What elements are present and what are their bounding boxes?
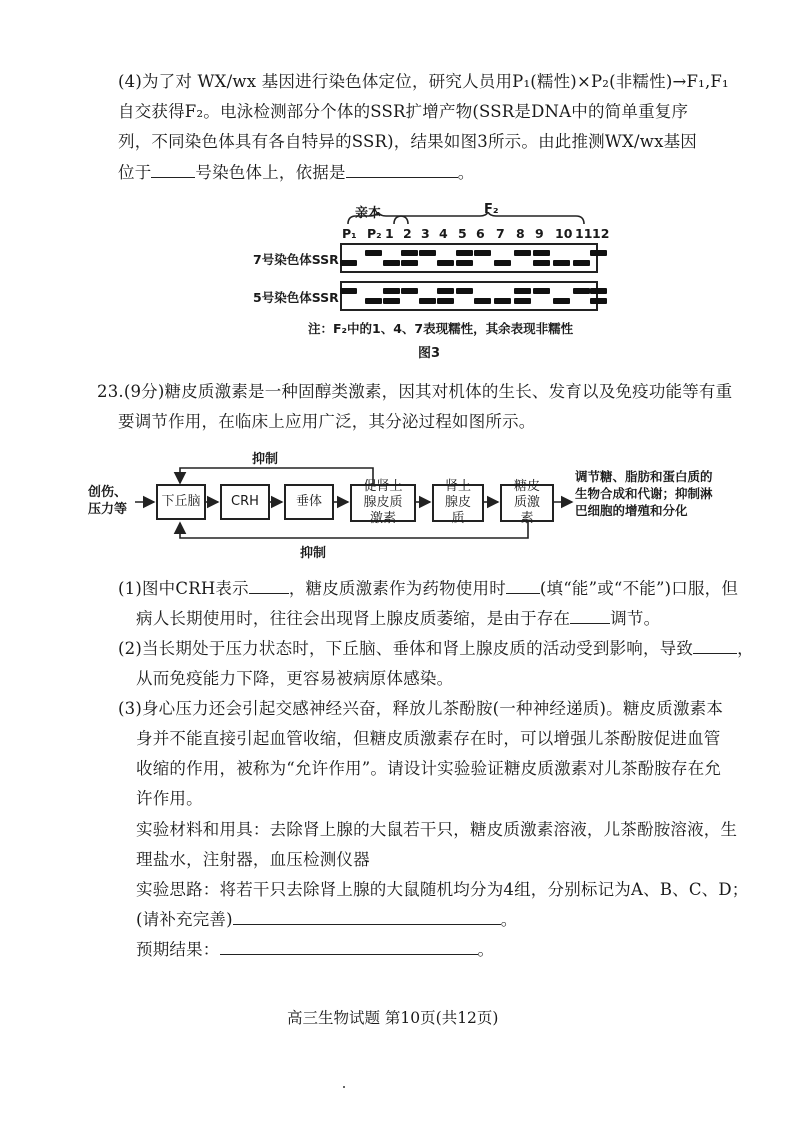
chr5-band-2-0 — [383, 288, 400, 294]
q23-2-a: (2)当长期处于压力状态时，下丘脑、垂体和肾上腺皮质的活动受到影响，导致 — [118, 639, 694, 658]
fig3-caption: 图3 — [418, 346, 441, 361]
answer-blank-stress[interactable] — [693, 637, 737, 654]
lane-label-12: 11 — [575, 226, 593, 241]
chr5-band-9-0 — [514, 288, 531, 294]
gel-row-chr7 — [340, 243, 598, 273]
gel-row-chr5 — [340, 281, 598, 311]
fig3-row2-label: 5号染色体SSR — [253, 290, 339, 305]
chr7-band-3-1 — [401, 260, 418, 266]
chr7-band-7-0 — [474, 250, 491, 256]
q23-3-line3: 收缩的作用，被称为“允许作用”。请设计实验验证糖皮质激素对儿茶酚胺存在允 — [136, 759, 722, 778]
q22-4-line1: (4)为了对 WX/wx 基因进行染色体定位，研究人员用P₁(糯性)×P₂(非糯性)→F₁,F₁ — [118, 72, 729, 91]
box-adrenal-cortex: 肾上腺皮质 — [432, 484, 484, 522]
chr5-band-11-0 — [553, 298, 570, 304]
result-a: 预期结果： — [136, 940, 220, 959]
diagram-output: 调节糖、脂肪和蛋白质的生物合成和代谢；抑制淋巴细胞的增殖和分化 — [575, 469, 713, 518]
chr5-band-10-0 — [533, 288, 550, 294]
chr5-band-9-1 — [514, 298, 531, 304]
chr7-band-0-0 — [340, 260, 357, 266]
q23-1-line2-b: 调节。 — [610, 609, 661, 628]
box-crh: CRH — [220, 484, 270, 520]
q23-3-line1: (3)身心压力还会引起交感神经兴奋，释放儿茶酚胺(一种神经递质)。糖皮质激素本 — [118, 699, 724, 718]
q22-4-line3: 列，不同染色体具有各自特异的SSR)，结果如图3所示。由此推测WX/wx基因 — [118, 132, 697, 151]
fig3-f2-label: F₂ — [484, 202, 499, 217]
chr5-band-12-0 — [573, 288, 590, 294]
idea-line1: 实验思路：将若干只去除肾上腺的大鼠随机均分为4组，分别标记为A、B、C、D； — [136, 880, 749, 899]
lane-label-10: 9 — [535, 226, 544, 241]
q22-4-line4 — [118, 161, 474, 185]
q23-1-b: ，糖皮质激素作为药物使用时 — [288, 579, 506, 598]
diagram-inhibit-top: 抑制 — [252, 452, 279, 467]
lane-label-2: 1 — [385, 226, 394, 241]
chr5-band-8-0 — [494, 298, 511, 304]
fig3-lane-labels — [340, 226, 610, 242]
q23-2-line1 — [118, 637, 754, 661]
q22-4-line2: 自交获得F₂。电泳检测部分个体的SSR扩增产物(SSR是DNA中的简单重复序 — [118, 102, 689, 121]
q23-1-c: (填“能”或“不能”)口服，但 — [539, 579, 739, 598]
lane-label-0: P₁ — [342, 226, 357, 241]
idea-line2-a: (请补充完善) — [136, 910, 233, 929]
lane-label-6: 5 — [458, 226, 467, 241]
chr5-band-3-0 — [401, 288, 418, 294]
chr7-band-6-0 — [456, 250, 473, 256]
lane-label-8: 7 — [496, 226, 505, 241]
lane-label-7: 6 — [476, 226, 485, 241]
fig3-parent-label: 亲本 — [355, 206, 382, 221]
lane-label-11: 10 — [555, 226, 573, 241]
lane-label-9: 8 — [516, 226, 525, 241]
chr7-band-1-0 — [365, 250, 382, 256]
box-acth: 促肾上腺皮质激素 — [350, 484, 416, 522]
q22-4-line4-c: 。 — [457, 163, 475, 182]
fig3-row1-label: 7号染色体SSR — [253, 252, 339, 267]
materials-line1: 实验材料和用具：去除肾上腺的大鼠若干只，糖皮质激素溶液，儿茶酚胺溶液，生 — [136, 820, 738, 839]
answer-blank-basis[interactable] — [346, 161, 458, 178]
chr7-band-9-0 — [514, 250, 531, 256]
q23-1-line1 — [118, 577, 738, 601]
diagram-input: 创伤、压力等 — [88, 485, 128, 517]
chr5-band-1-0 — [365, 298, 382, 304]
chr5-band-13-0 — [590, 288, 607, 294]
chr7-band-2-0 — [383, 260, 400, 266]
page-footer: 高三生物试题 第10页(共12页) — [287, 1009, 499, 1027]
idea-line2 — [136, 908, 517, 932]
box-hypothalamus: 下丘脑 — [156, 484, 206, 520]
chr7-band-5-0 — [437, 260, 454, 266]
answer-blank-chromosome[interactable] — [151, 161, 195, 178]
q23-3-line4: 许作用。 — [136, 789, 203, 808]
chr5-band-0-0 — [340, 288, 357, 294]
chr5-band-2-1 — [383, 298, 400, 304]
fig3-note: 注：F₂中的1、4、7表现糯性，其余表现非糯性 — [308, 321, 574, 336]
answer-blank-regulation[interactable] — [570, 607, 610, 624]
result-line — [136, 938, 494, 962]
chr5-band-13-1 — [590, 298, 607, 304]
chr7-band-3-0 — [401, 250, 418, 256]
scan-dot — [343, 1086, 345, 1088]
chr7-band-10-1 — [533, 260, 550, 266]
box-pituitary: 垂体 — [284, 484, 334, 520]
q22-4-line4-b: 号染色体上，依据是 — [195, 163, 346, 182]
q23-1-line2-a: 病人长期使用时，往往会出现肾上腺皮质萎缩，是由于存在 — [136, 609, 571, 628]
chr5-band-5-1 — [437, 298, 454, 304]
lane-label-1: P₂ — [367, 226, 382, 241]
chr7-band-8-0 — [494, 260, 511, 266]
chr5-band-5-0 — [437, 288, 454, 294]
answer-blank-crh[interactable] — [249, 577, 289, 594]
answer-blank-idea[interactable] — [233, 908, 501, 925]
chr7-band-10-0 — [533, 250, 550, 256]
diagram-inhibit-bottom: 抑制 — [300, 546, 327, 561]
chr7-band-11-0 — [553, 260, 570, 266]
q22-4-line4-a: 位于 — [118, 163, 152, 182]
q23-1-line2 — [136, 607, 660, 631]
result-b: 。 — [477, 940, 495, 959]
lane-label-3: 2 — [403, 226, 412, 241]
lane-label-4: 3 — [421, 226, 430, 241]
chr7-band-4-0 — [419, 250, 436, 256]
chr7-band-6-1 — [456, 260, 473, 266]
q23-2-b: ， — [737, 639, 754, 658]
chr5-band-7-0 — [474, 298, 491, 304]
box-glucocorticoid: 糖皮质激素 — [500, 484, 554, 522]
idea-line2-b: 。 — [500, 910, 518, 929]
lane-label-13: 12 — [592, 226, 610, 241]
q23-1-a: (1)图中CRH表示 — [118, 579, 249, 598]
q23-3-line2: 身并不能直接引起血管收缩，但糖皮质激素存在时，可以增强儿茶酚胺促进血管 — [136, 729, 721, 748]
chr5-band-6-0 — [456, 288, 473, 294]
chr7-band-12-0 — [573, 260, 590, 266]
q23-2-line2: 从而免疫能力下降，更容易被病原体感染。 — [136, 669, 454, 688]
chr5-band-4-0 — [419, 298, 436, 304]
materials-line2: 理盐水，注射器，血压检测仪器 — [136, 850, 370, 869]
q23-intro-line1: 23.(9分)糖皮质激素是一种固醇类激素，因其对机体的生长、发育以及免疫功能等有重 — [97, 382, 733, 401]
answer-blank-result[interactable] — [220, 938, 478, 955]
chr7-band-13-0 — [590, 250, 607, 256]
lane-label-5: 4 — [439, 226, 448, 241]
q23-intro-line2: 要调节作用，在临床上应用广泛，其分泌过程如图所示。 — [118, 412, 536, 431]
answer-blank-oral[interactable] — [506, 577, 540, 594]
